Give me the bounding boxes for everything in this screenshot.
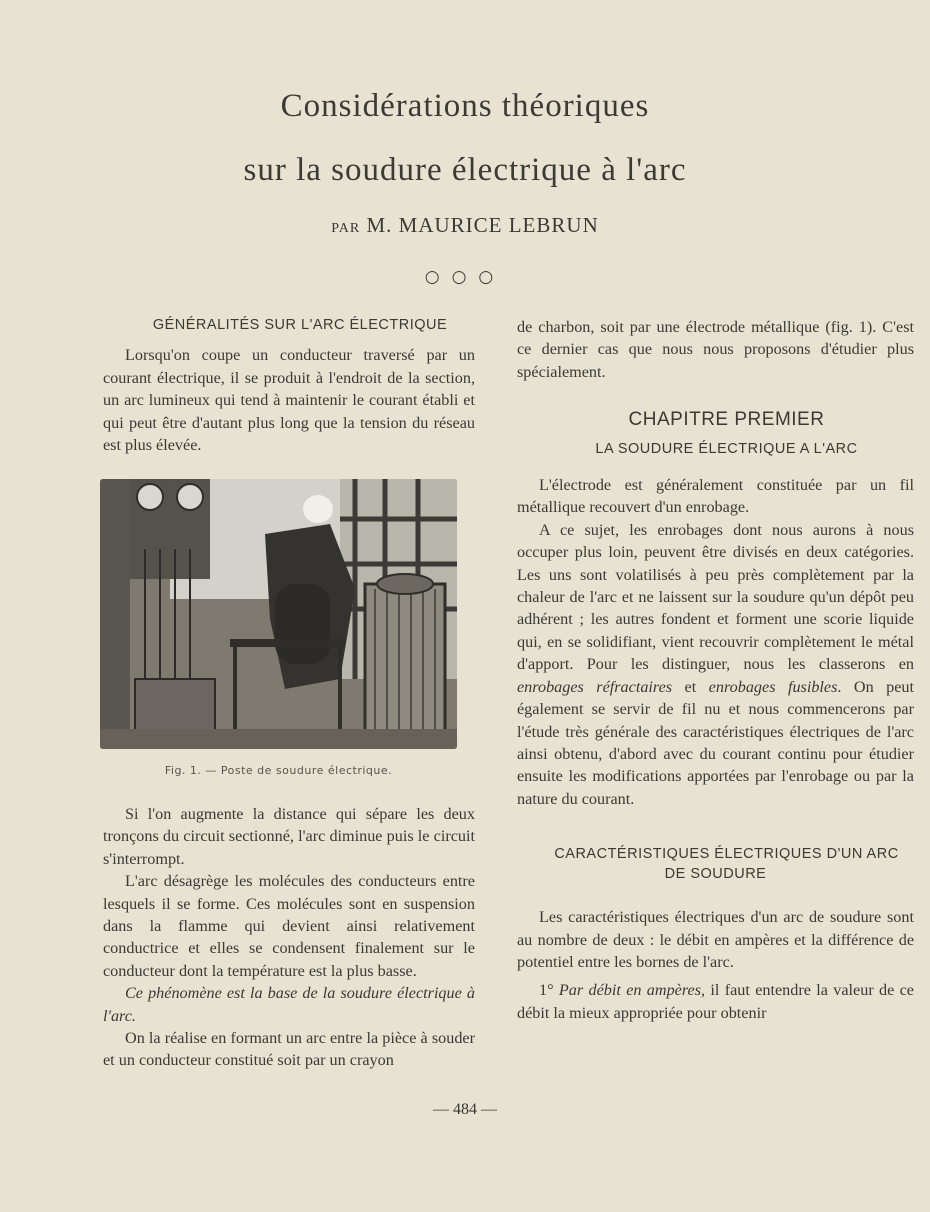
heading-line-1: CARACTÉRISTIQUES ÉLECTRIQUES D'UN ARC bbox=[554, 846, 899, 863]
byline-prefix: PAR bbox=[331, 221, 361, 236]
text-run: . On peut également se servir de fil nu et nous commencerons par l'étude très générale des caractéristiques électriques de l'arc ainsi obtenu, d'abord avec du courant continu pour étudier ensuite les modifications apportées par l'enrobage ou par la nature du courant. bbox=[517, 677, 914, 808]
item-number: 1° bbox=[539, 981, 554, 1000]
paragraph-enrobages bbox=[517, 519, 914, 810]
figure-welding-station-photo bbox=[100, 479, 457, 749]
page-number: — 484 — bbox=[433, 1101, 497, 1118]
welding-station-illustration bbox=[100, 479, 457, 749]
italic-term: enrobages fusibles bbox=[708, 677, 838, 696]
paragraph: L'arc désagrège les molécules des conducteurs entre lesquels il se forme. Ces molécules sont en suspension dans la flamme qui devient ainsi relativement conductrice et elles se condensent finalement sur le conducteur dont la température est la plus basse. bbox=[103, 872, 475, 980]
right-column bbox=[517, 316, 914, 1024]
text-run: et bbox=[672, 677, 709, 696]
left-column-bottom bbox=[103, 803, 475, 1072]
paragraph: L'électrode est généralement constituée par un fil métallique recouvert d'un enrobage. bbox=[517, 476, 914, 517]
paragraph: Lorsqu'on coupe un conducteur traversé par un courant électrique, il se produit à l'endroit de la section, un arc lumineux qui tend à maintenir le courant établi et qui peut être d'autant plus long que la tension du réseau est plus élevée. bbox=[103, 346, 475, 455]
text-run: A ce sujet, les enrobages dont nous aurons à nous occuper plus loin, peuvent être divisés en deux catégories. Les uns sont volatilisés à peu près complètement par la chaleur de l'arc et ne laissent sur la soudure qu'un dépôt peu adhérent ; les autres fondent et forment une scorie liquide qui, en se solidifiant, vient recouvrir complètement le métal d'apport. Pour les distinguer, nous les classerons en bbox=[517, 520, 914, 674]
byline-author: M. MAURICE LEBRUN bbox=[366, 213, 599, 237]
heading-line-2: DE SOUDURE bbox=[664, 866, 767, 883]
section-heading-generalites: GÉNÉRALITÉS SUR L'ARC ÉLECTRIQUE bbox=[152, 317, 448, 333]
paragraph-italic bbox=[103, 982, 475, 1027]
paragraph: Les caractéristiques électriques d'un arc de soudure sont au nombre de deux : le débit en ampères et la différence de potentiel entre les bornes de l'arc. bbox=[517, 908, 914, 971]
left-column-top bbox=[103, 314, 475, 456]
paragraph: On la réalise en formant un arc entre la pièce à souder et un conducteur constitué soit par un crayon bbox=[103, 1029, 475, 1070]
italic-statement: Ce phénomène est la base de la soudure électrique à l'arc. bbox=[103, 984, 475, 1025]
title-line-1: Considérations théoriques bbox=[280, 88, 650, 124]
figure-caption: Fig. 1. — Poste de soudure électrique. bbox=[164, 764, 393, 777]
paragraph: Si l'on augmente la distance qui sépare les deux tronçons du circuit sectionné, l'arc diminue puis le circuit s'interrompt. bbox=[103, 805, 475, 868]
chapter-subtitle: LA SOUDURE ÉLECTRIQUE A L'ARC bbox=[595, 440, 858, 457]
paragraph-continued: de charbon, soit par une électrode métallique (fig. 1). C'est ce dernier cas que nous nous proposons d'étudier plus spécialement. bbox=[517, 318, 914, 381]
byline bbox=[0, 213, 930, 238]
paragraph-debit bbox=[517, 979, 914, 1024]
text-run: il faut entendre la valeur de ce débit la mieux appropriée pour obtenir bbox=[517, 981, 914, 1022]
ornament-circles: ○○○ bbox=[424, 267, 506, 287]
italic-term: Par débit en ampères, bbox=[558, 981, 706, 1000]
chapter-title: CHAPITRE PREMIER bbox=[628, 409, 825, 431]
italic-term: enrobages réfractaires bbox=[517, 677, 673, 696]
section-heading-caracteristiques bbox=[517, 844, 914, 884]
title-line-2: sur la soudure électrique à l'arc bbox=[243, 152, 687, 188]
